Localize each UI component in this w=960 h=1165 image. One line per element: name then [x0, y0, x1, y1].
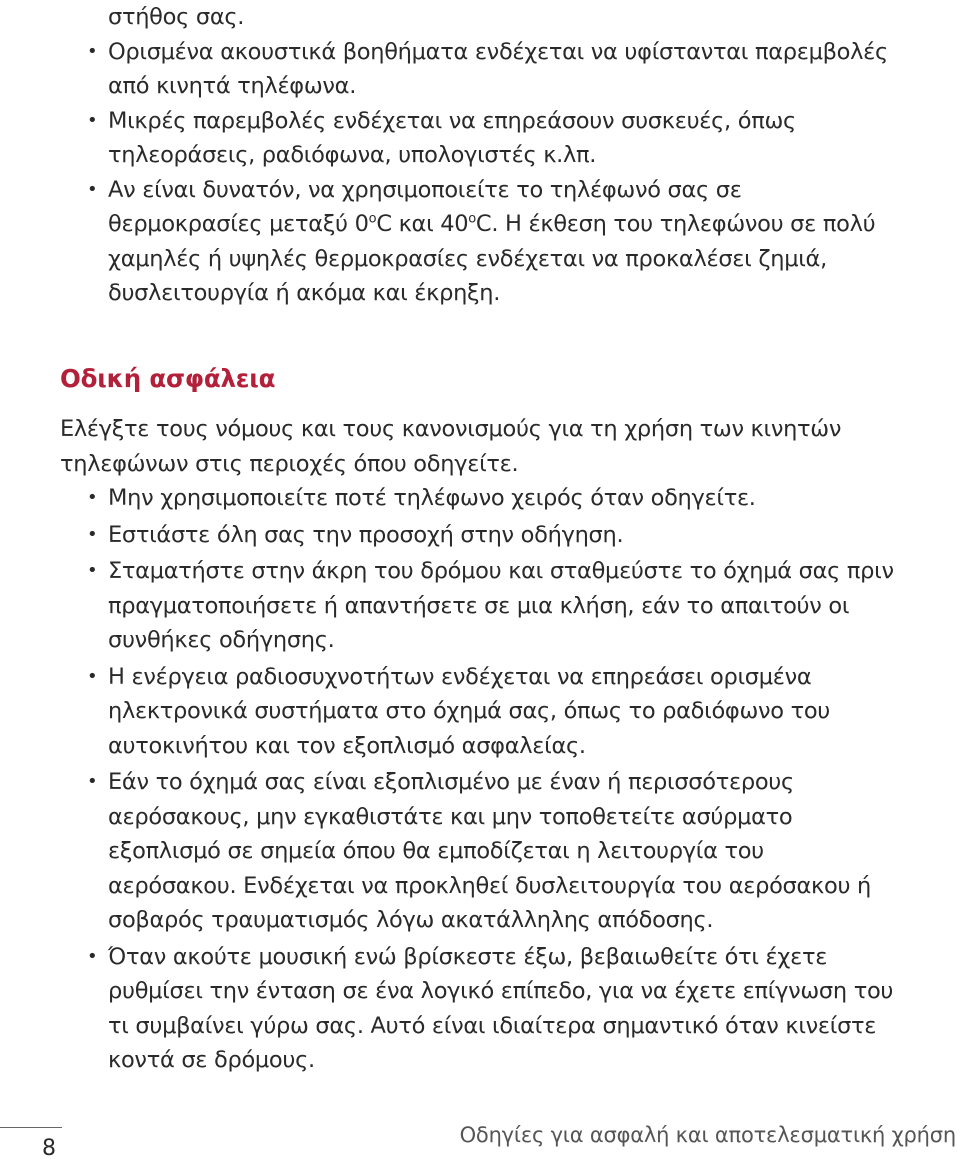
footer-divider	[0, 1127, 62, 1128]
list-item	[60, 518, 960, 553]
list-item-line: Σταματήστε στην άκρη του δρόμου και σταθμεύστε το όχημά σας πριν	[108, 558, 894, 584]
intro-line: τηλεφώνων στις περιοχές όπου οδηγείτε.	[60, 450, 519, 477]
list-item-line: χαμηλές ή υψηλές θερμοκρασίες ενδέχεται να προκαλέσει ζημιά,	[108, 245, 827, 272]
list-item-line: Εστιάστε όλη σας την προσοχή στην οδήγηση.	[108, 521, 624, 548]
bullet-icon: •	[87, 487, 98, 508]
top-section	[60, 0, 960, 311]
list-item-line: από κινητά τηλέφωνα.	[108, 73, 357, 99]
list-item	[60, 173, 960, 311]
bullet-icon: •	[87, 40, 98, 62]
bullet-icon: •	[87, 178, 98, 200]
list-item-line: C και 40	[376, 211, 469, 237]
bullet-icon: •	[87, 771, 98, 792]
bullet-icon: •	[87, 945, 98, 967]
list-item	[60, 104, 960, 173]
bullet-icon: •	[87, 109, 98, 131]
list-item	[60, 481, 960, 516]
page-number: 8	[42, 1136, 56, 1161]
list-item-line: πραγματοποιήσετε ή απαντήσετε σε μια κλήση, εάν το απαιτούν οι	[108, 592, 850, 619]
list-item-line: C. Η έκθεση του τηλεφώνου σε πολύ	[475, 211, 876, 237]
road-safety-bullet-list	[60, 481, 960, 1078]
list-item	[60, 765, 960, 938]
list-item-line: ηλεκτρονικά συστήματα στο όχημά σας, όπως το ραδιόφωνο του	[108, 698, 831, 724]
list-item-line: Όταν ακούτε μουσική ενώ βρίσκεστε έξω, βεβαιωθείτε ότι έχετε	[108, 943, 828, 970]
list-item-line: αερόσακου. Ενδέχεται να προκληθεί δυσλειτουργία του αερόσακου ή	[108, 872, 872, 899]
top-bullet-list	[60, 35, 960, 311]
list-item-line: Εάν το όχημά σας είναι εξοπλισμένο με έναν ή περισσότερους	[108, 769, 794, 795]
bullet-icon: •	[87, 560, 98, 581]
degree-mark: o	[368, 211, 377, 227]
list-item-line: ρυθμίσει την ένταση σε ένα λογικό επίπεδο, για να έχετε επίγνωση του	[108, 978, 894, 1004]
list-item-line: συνθήκες οδήγησης.	[108, 627, 335, 653]
list-item-line: θερμοκρασίες μεταξύ 0	[108, 211, 369, 237]
degree-mark: o	[468, 211, 476, 227]
list-item	[60, 554, 960, 658]
list-item-line: Μικρές παρεμβολές ενδέχεται να επηρεάσουν συσκευές, όπως	[108, 107, 796, 134]
list-item	[60, 660, 960, 764]
bullet-icon: •	[87, 665, 98, 687]
footer-title: Οδηγίες για ασφαλή και αποτελεσματική χρήση	[459, 1123, 956, 1147]
list-item-line: δυσλειτουργία ή ακόμα και έκρηξη.	[108, 280, 501, 306]
list-item	[60, 940, 960, 1078]
list-item-line: κοντά σε δρόμους.	[108, 1047, 315, 1073]
road-safety-section	[60, 412, 960, 1080]
list-item-line: εξοπλισμό σε σημεία όπου θα εμποδίζεται η λειτουργία του	[108, 838, 764, 864]
list-item-line: Αν είναι δυνατόν, να χρησιμοποιείτε το τηλέφωνό σας σε	[108, 176, 742, 203]
list-item-line: αερόσακους, μην εγκαθιστάτε και μην τοποθετείτε ασύρματο	[108, 803, 793, 830]
continued-text: στήθος σας.	[108, 4, 245, 30]
list-item-line: αυτοκινήτου και τον εξοπλισμό ασφαλείας.	[108, 732, 586, 759]
intro-line: Ελέγξτε τους νόμους και τους κανονισμούς για τη χρήση των κινητών	[60, 416, 842, 442]
list-item-line: τι συμβαίνει γύρω σας. Αυτό είναι ιδιαίτερα σημαντικό όταν κινείστε	[108, 1012, 877, 1039]
list-item-line: Η ενέργεια ραδιοσυχνοτήτων ενδέχεται να επηρεάσει ορισμένα	[108, 663, 812, 690]
bullet-icon: •	[87, 523, 98, 545]
intro-paragraph	[60, 412, 960, 481]
list-item-line: Ορισμένα ακουστικά βοηθήματα ενδέχεται να υφίστανται παρεμβολές	[108, 38, 888, 65]
list-item-line: τηλεοράσεις, ραδιόφωνα, υπολογιστές κ.λπ.	[108, 142, 597, 168]
list-item-line: σοβαρός τραυματισμός λόγω ακατάλληλης απόδοσης.	[108, 907, 714, 933]
list-item-line: Μην χρησιμοποιείτε ποτέ τηλέφωνο χειρός όταν οδηγείτε.	[108, 485, 756, 511]
list-item	[60, 35, 960, 104]
section-heading: Οδική ασφάλεια	[60, 364, 276, 393]
